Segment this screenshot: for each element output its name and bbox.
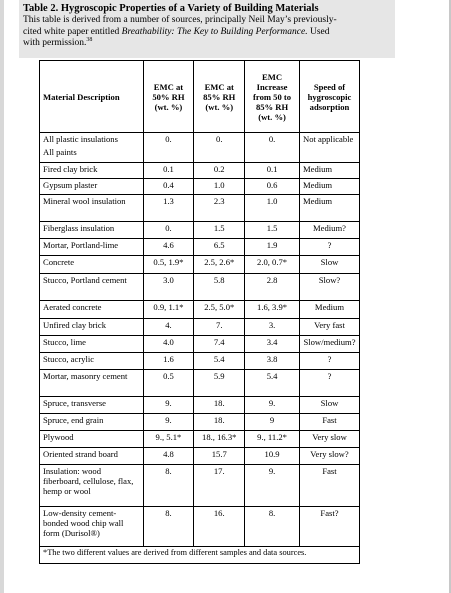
table-caption [19, 0, 395, 58]
table-row [40, 301, 360, 319]
header-speed-line: Speed of [313, 81, 346, 92]
emc-85-cell: 2.3 [194, 195, 245, 222]
emc-increase-cell: 0.1 [245, 163, 300, 179]
material-cell: Low-density cement-bonded wood chip wall form (Durisol®) [40, 507, 144, 547]
header-speed-line: adsorption [309, 101, 350, 112]
emc-85-cell: 5.9 [194, 370, 245, 397]
emc-85-cell: 7. [194, 319, 245, 336]
speed-cell: Medium [299, 195, 359, 222]
caption-line-3-text: with permission. [23, 38, 87, 48]
table-row [40, 133, 360, 163]
emc-50-cell: 0.5 [143, 370, 194, 397]
emc-85-cell: 6.5 [194, 239, 245, 256]
material-cell: Fiberglass insulation [40, 222, 144, 239]
material-cell [40, 133, 144, 163]
emc-85-cell: 2.5, 2.6* [194, 256, 245, 274]
speed-cell: Medium [299, 179, 359, 195]
header-emc-85-line: (wt. %) [205, 101, 234, 112]
emc-increase-cell: 5.4 [245, 370, 300, 397]
speed-cell: ? [299, 370, 359, 397]
emc-85-cell: 0. [194, 133, 245, 163]
table-row [40, 319, 360, 336]
speed-cell: Fast? [299, 507, 359, 547]
emc-85-cell: 18., 16.3* [194, 431, 245, 448]
emc-85-cell: 16. [194, 507, 245, 547]
material-cell: Gypsum plaster [40, 179, 144, 195]
material-cell: Plywood [40, 431, 144, 448]
emc-85-cell: 17. [194, 465, 245, 507]
header-speed-line: hygroscopic [307, 91, 352, 102]
emc-increase-cell: 1.9 [245, 239, 300, 256]
emc-50-cell: 0.4 [143, 179, 194, 195]
emc-50-cell: 3.0 [143, 274, 194, 301]
table-row [40, 256, 360, 274]
emc-50-cell: 0. [143, 133, 194, 163]
emc-increase-cell: 3. [245, 319, 300, 336]
cited-paper-title: Breathability: The Key to Building Performance. [121, 26, 308, 37]
emc-increase-cell: 9. [245, 397, 300, 414]
emc-85-cell: 1.5 [194, 222, 245, 239]
left-margin-bar [0, 0, 4, 593]
speed-cell: Very fast [299, 319, 359, 336]
header-emc-increase [245, 61, 300, 133]
header-speed [299, 61, 359, 133]
table-footnote: *The two different values are derived from different samples and data sources. [40, 547, 360, 564]
table-row [40, 507, 360, 547]
emc-50-cell: 0.1 [143, 163, 194, 179]
header-emc-85-line: 85% RH [203, 91, 236, 102]
table-row [40, 370, 360, 397]
emc-50-cell: 4. [143, 319, 194, 336]
header-increase-line: EMC [262, 71, 283, 82]
material-cell: Spruce, transverse [40, 397, 144, 414]
emc-85-cell: 15.7 [194, 448, 245, 465]
material-cell: Concrete [40, 256, 144, 274]
emc-85-cell: 18. [194, 414, 245, 431]
header-increase-line: 85% RH [255, 101, 289, 112]
material-text: All paints [43, 147, 77, 157]
header-increase-line: Increase [256, 81, 288, 92]
footnote-reference: 38 [86, 36, 93, 43]
emc-increase-cell: 1.6, 3.9* [245, 301, 300, 319]
emc-50-cell: 9. [143, 397, 194, 414]
emc-50-cell: 1.6 [143, 353, 194, 370]
emc-increase-cell: 0.6 [245, 179, 300, 195]
emc-50-cell: 0.5, 1.9* [143, 256, 194, 274]
table-row [40, 222, 360, 239]
header-increase-line: from 50 to [253, 91, 292, 102]
table-row [40, 465, 360, 507]
emc-50-cell: 0.9, 1.1* [143, 301, 194, 319]
speed-cell: ? [299, 353, 359, 370]
caption-line-3 [23, 38, 391, 50]
material-cell: Mineral wool insulation [40, 195, 144, 222]
speed-cell: Slow? [299, 274, 359, 301]
hygroscopic-properties-table [39, 60, 360, 564]
material-cell: Unfired clay brick [40, 319, 144, 336]
table-row [40, 397, 360, 414]
emc-increase-cell: 10.9 [245, 448, 300, 465]
header-emc-50 [143, 61, 194, 133]
material-cell: Mortar, masonry cement [40, 370, 144, 397]
emc-increase-cell: 0. [245, 133, 300, 163]
table-title: Table 2. Hygroscopic Properties of a Variety of Building Materials [23, 3, 319, 14]
caption-line-2 [23, 27, 391, 39]
material-cell: Stucco, lime [40, 336, 144, 353]
header-emc-50-line: EMC at [153, 81, 184, 92]
emc-50-cell: 9. [143, 414, 194, 431]
emc-increase-cell: 9 [245, 414, 300, 431]
header-increase-line: (wt. %) [258, 111, 286, 122]
speed-cell: Fast [299, 414, 359, 431]
emc-increase-cell: 1.5 [245, 222, 300, 239]
emc-50-cell: 4.8 [143, 448, 194, 465]
material-cell: Mortar, Portland-lime [40, 239, 144, 256]
footnote-row [40, 547, 360, 564]
emc-85-cell: 18. [194, 397, 245, 414]
table-row [40, 274, 360, 301]
emc-85-cell: 1.0 [194, 179, 245, 195]
header-emc-85 [194, 61, 245, 133]
speed-cell: Slow [299, 397, 359, 414]
emc-50-cell: 8. [143, 507, 194, 547]
material-cell: Aerated concrete [40, 301, 144, 319]
table-row [40, 353, 360, 370]
caption-line-2-post: Used [307, 26, 330, 37]
emc-50-cell: 0. [143, 222, 194, 239]
header-emc-50-line: 50% RH [152, 91, 185, 102]
emc-increase-cell: 1.0 [245, 195, 300, 222]
speed-cell: Not applicable [299, 133, 359, 163]
header-material: Material Description [40, 61, 144, 133]
material-cell: Insulation: wood fiberboard, cellulose, flax, hemp or wool [40, 465, 144, 507]
material-text: All plastic insulations [43, 134, 118, 144]
table-row [40, 195, 360, 222]
emc-85-cell: 7.4 [194, 336, 245, 353]
table-row [40, 431, 360, 448]
table-row [40, 163, 360, 179]
material-cell: Oriented strand board [40, 448, 144, 465]
emc-increase-cell: 2.8 [245, 274, 300, 301]
table-row [40, 179, 360, 195]
caption-line-2-pre: cited white paper entitled [23, 26, 122, 37]
emc-50-cell: 4.6 [143, 239, 194, 256]
header-emc-85-line: EMC at [204, 81, 234, 92]
emc-85-cell: 5.4 [194, 353, 245, 370]
emc-increase-cell: 9., 11.2* [245, 431, 300, 448]
emc-increase-cell: 3.8 [245, 353, 300, 370]
material-cell: Spruce, end grain [40, 414, 144, 431]
emc-increase-cell: 2.0, 0.7* [245, 256, 300, 274]
emc-50-cell: 4.0 [143, 336, 194, 353]
emc-85-cell: 5.8 [194, 274, 245, 301]
speed-cell: Slow [299, 256, 359, 274]
emc-85-cell: 2.5, 5.0* [194, 301, 245, 319]
table-row [40, 414, 360, 431]
emc-increase-cell: 8. [245, 507, 300, 547]
emc-increase-cell: 3.4 [245, 336, 300, 353]
header-row [40, 61, 360, 133]
speed-cell: ? [299, 239, 359, 256]
emc-50-cell: 1.3 [143, 195, 194, 222]
caption-line-1: This table is derived from a number of sources, principally Neil May’s previously- [23, 15, 337, 25]
table-row [40, 336, 360, 353]
speed-cell: Medium? [299, 222, 359, 239]
speed-cell: Medium [299, 163, 359, 179]
speed-cell: Slow/medium? [299, 336, 359, 353]
speed-cell: Very slow? [299, 448, 359, 465]
speed-cell: Medium [299, 301, 359, 319]
material-cell: Fired clay brick [40, 163, 144, 179]
emc-50-cell: 8. [143, 465, 194, 507]
emc-50-cell: 9., 5.1* [143, 431, 194, 448]
emc-increase-cell: 9. [245, 465, 300, 507]
material-cell: Stucco, Portland cement [40, 274, 144, 301]
header-emc-50-line: (wt. %) [154, 101, 183, 112]
table-row [40, 448, 360, 465]
speed-cell: Fast [299, 465, 359, 507]
material-cell: Stucco, acrylic [40, 353, 144, 370]
table-row [40, 239, 360, 256]
emc-85-cell: 0.2 [194, 163, 245, 179]
speed-cell: Very slow [299, 431, 359, 448]
